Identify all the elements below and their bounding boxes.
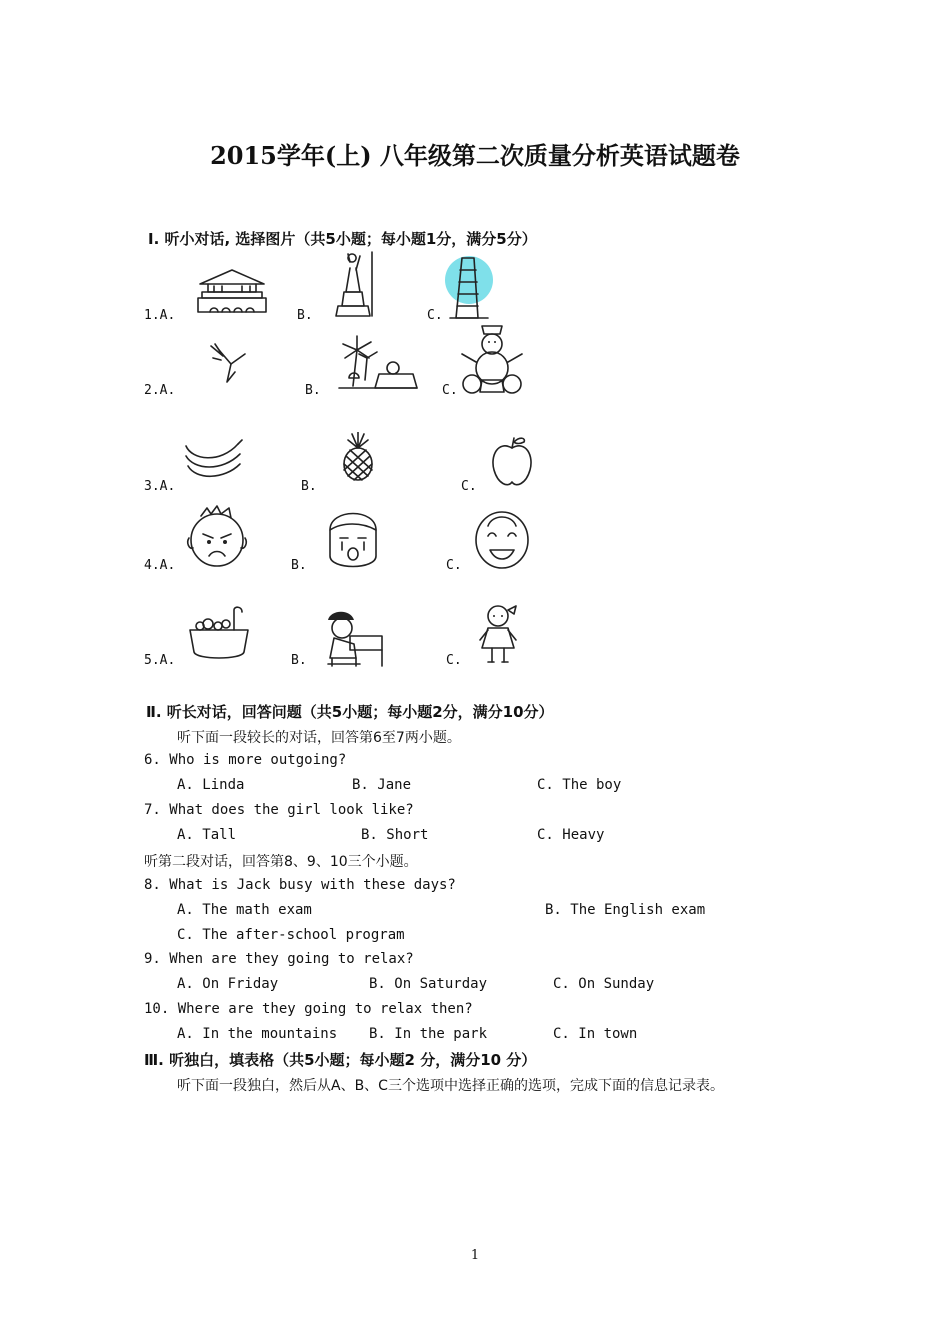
q8-question: 8. What is Jack busy with these days? (144, 877, 456, 893)
q4-option-c-label: C. (446, 558, 462, 573)
q8-option-b: B. The English exam (545, 902, 706, 918)
crying-face-icon (322, 500, 384, 572)
q10-question: 10. Where are they going to relax then? (144, 1001, 473, 1017)
q1-option-b-label: B. (297, 308, 313, 323)
section-2-heading: Ⅱ. 听长对话，回答问题（共5小题；每小题2分，满分10分） (146, 703, 554, 721)
q7-question: 7. What does the girl look like? (144, 802, 414, 818)
q7-option-c: C. Heavy (537, 827, 605, 843)
q5-option-b-label: B. (291, 653, 307, 668)
q6-question: 6. Who is more outgoing? (144, 752, 347, 768)
snowman-icon (456, 322, 528, 396)
q4-option-b-label: B. (291, 558, 307, 573)
q9-option-b: B. On Saturday (369, 976, 488, 992)
q7-option-b: B. Short (361, 827, 429, 843)
q3-option-a-label: 3.A. (144, 479, 176, 494)
section-2-intro-1: 听下面一段较长的对话，回答第6至7两小题。 (177, 730, 461, 746)
q10-option-a: A. In the mountains (177, 1026, 338, 1042)
section-1-heading: Ⅰ. 听小对话, 选择图片（共5小题；每小题1分，满分5分） (148, 230, 537, 248)
page-title: 2015学年(上) 八年级第二次质量分析英语试题卷 (210, 141, 740, 170)
section-3-heading: Ⅲ. 听独白，填表格（共5小题；每小题2 分，满分10 分） (144, 1051, 537, 1069)
q9-option-c: C. On Sunday (553, 976, 655, 992)
q6-option-c: C. The boy (537, 777, 622, 793)
leaning-tower-icon (444, 250, 494, 322)
angry-face-icon (185, 502, 251, 572)
section-2-intro-2: 听第二段对话，回答第8、9、10三个小题。 (144, 854, 418, 870)
swallow-bird-icon (205, 336, 249, 392)
page-number: 1 (470, 1248, 480, 1263)
beach-palm-icon (335, 330, 421, 396)
statue-of-liberty-icon (328, 248, 378, 320)
q1-option-a-label: 1.A. (144, 308, 176, 323)
q5-option-a-label: 5.A. (144, 653, 176, 668)
q10-option-b: B. In the park (369, 1026, 488, 1042)
q3-option-c-label: C. (461, 479, 477, 494)
q3-option-b-label: B. (301, 479, 317, 494)
q8-option-a: A. The math exam (177, 902, 312, 918)
pineapple-icon (338, 432, 378, 482)
q6-option-b: B. Jane (352, 777, 412, 793)
bananas-icon (182, 434, 244, 486)
q10-option-c: C. In town (553, 1026, 638, 1042)
apple-icon (488, 434, 536, 492)
q2-option-c-label: C. (442, 383, 458, 398)
tiananmen-icon (192, 262, 272, 322)
q5-option-c-label: C. (446, 653, 462, 668)
q8-option-c: C. The after-school program (177, 927, 405, 943)
section-3-intro: 听下面一段独白，然后从A、B、C三个选项中选择正确的选项，完成下面的信息记录表。 (177, 1078, 724, 1094)
q4-option-a-label: 4.A. (144, 558, 176, 573)
q2-option-a-label: 2.A. (144, 383, 176, 398)
tired-boy-icon (320, 606, 388, 668)
happy-face-icon (470, 504, 534, 572)
q9-option-a: A. On Friday (177, 976, 279, 992)
q7-option-a: A. Tall (177, 827, 237, 843)
bathtub-icon (186, 604, 252, 664)
girl-icon (474, 600, 522, 668)
q6-option-a: A. Linda (177, 777, 245, 793)
q1-option-c-label: C. (427, 308, 443, 323)
q9-question: 9. When are they going to relax? (144, 951, 414, 967)
q2-option-b-label: B. (305, 383, 321, 398)
